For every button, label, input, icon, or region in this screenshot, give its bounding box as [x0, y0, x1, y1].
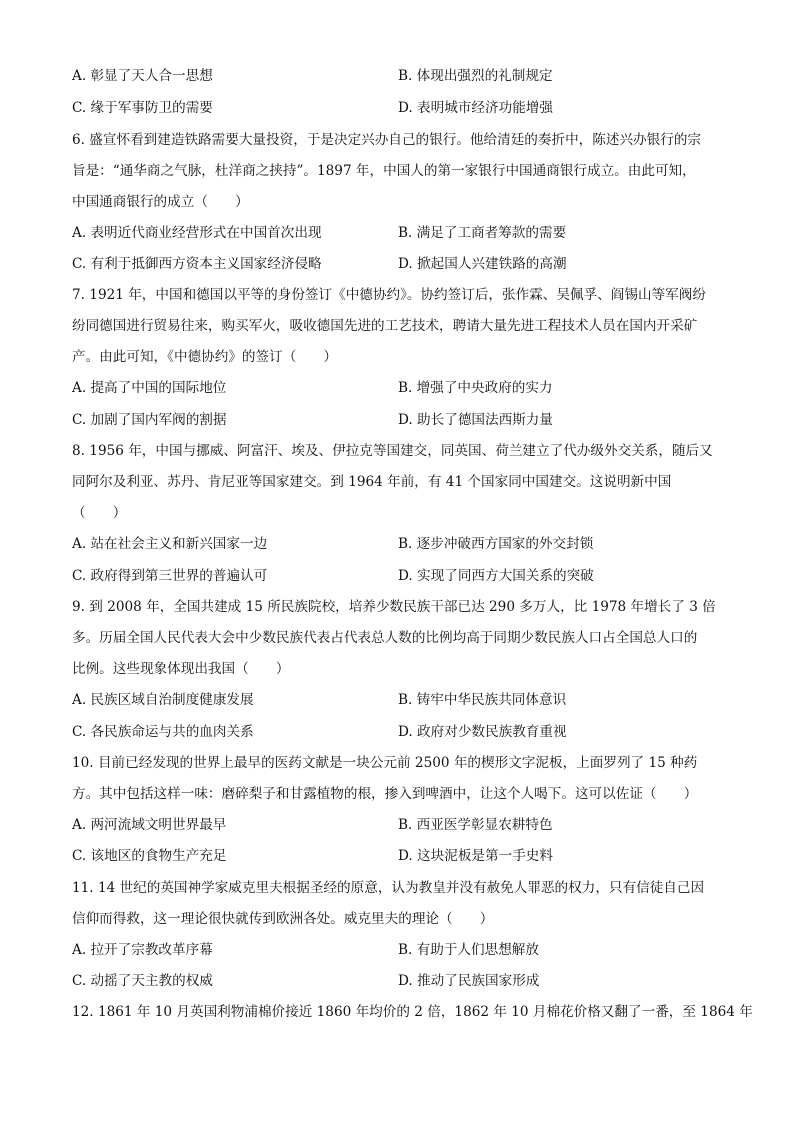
q10-option-c: C. 该地区的食物生产充足 [72, 848, 227, 864]
q6-option-d: D. 掀起国人兴建铁路的高潮 [398, 256, 567, 272]
q7-stem-line-2: 纷同德国进行贸易往来，购买军火，吸收德国先进的工艺技术，聘请大量先进工程技术人员在国内开采矿 [72, 318, 698, 334]
q10-option-d: D. 这块泥板是第一手史料 [398, 848, 553, 864]
q8-stem-line-3: （ ） [72, 505, 127, 521]
q6-stem-line-2: 旨是：“通华商之气脉，杜洋商之挟持”。1897 年，中国人的第一家银行中国通商银行成立。由此可知， [72, 163, 696, 179]
q11-stem-line-2: 信仰而得救，这一理论很快就传到欧洲各处。威克里夫的理论（ ） [72, 911, 494, 927]
q6-option-c: C. 有利于抵御西方资本主义国家经济侵略 [72, 256, 322, 272]
q5-option-a: A. 彰显了天人合一思想 [72, 68, 213, 84]
q9-option-b: B. 铸牢中华民族共同体意识 [398, 692, 567, 708]
q9-option-a: A. 民族区域自治制度健康发展 [72, 692, 254, 708]
q9-option-c: C. 各民族命运与共的血肉关系 [72, 724, 254, 740]
q7-option-c: C. 加剧了国内军阀的割据 [72, 412, 227, 428]
q7-option-a: A. 提高了中国的国际地位 [72, 380, 227, 396]
q9-option-d: D. 政府对少数民族教育重视 [398, 724, 567, 740]
q11-option-c: C. 动摇了天主教的权威 [72, 973, 213, 989]
q11-option-d: D. 推动了民族国家形成 [398, 973, 540, 989]
q5-option-c: C. 缘于军事防卫的需要 [72, 100, 213, 116]
q6-stem-line-3: 中国通商银行的成立（ ） [72, 194, 249, 210]
q8-stem-line-1: 8. 1956 年，中国与挪威、阿富汗、埃及、伊拉克等国建交，同英国、荷兰建立了代办级外交关系，随后又 [72, 443, 713, 459]
q7-stem-line-3: 产。由此可知，《中德协约》的签订（ ） [72, 349, 338, 365]
q11-stem-line-1: 11. 14 世纪的英国神学家威克里夫根据圣经的原意，认为教皇并没有赦免人罪恶的权力，只有信徒自己因 [72, 880, 705, 896]
q8-option-c: C. 政府得到第三世界的普遍认可 [72, 568, 268, 584]
q10-option-a: A. 两河流域文明世界最早 [72, 817, 227, 833]
q8-option-b: B. 逐步冲破西方国家的外交封锁 [398, 536, 594, 552]
q8-stem-line-2: 同阿尔及利亚、苏丹、肯尼亚等国家建交。到 1964 年前，有 41 个国家同中国建交。这说明新中国 [72, 474, 672, 490]
q11-option-b: B. 有助于人们思想解放 [398, 942, 539, 958]
q6-stem-line-1: 6. 盛宣怀看到建造铁路需要大量投资，于是决定兴办自己的银行。他给清廷的奏折中，陈述兴办银行的宗 [72, 132, 702, 148]
q7-option-d: D. 助长了德国法西斯力量 [398, 412, 553, 428]
q9-stem-line-2: 多。历届全国人民代表大会中少数民族代表占代表总人数的比例均高于同期少数民族人口占全国总人口的 [72, 630, 698, 646]
q10-option-b: B. 西亚医学彰显农耕特色 [398, 817, 553, 833]
q9-stem-line-1: 9. 到 2008 年，全国共建成 15 所民族院校，培养少数民族干部已达 290 多万人，比 1978 年增长了 3 倍 [72, 599, 716, 615]
q5-option-b: B. 体现出强烈的礼制规定 [398, 68, 553, 84]
q7-stem-line-1: 7. 1921 年，中国和德国以平等的身份签订《中德协约》。协约签订后，张作霖、吴佩孚、阎锡山等军阀纷 [72, 287, 706, 303]
q12-stem-line-1: 12. 1861 年 10 月英国利物浦棉价接近 1860 年均价的 2 倍，1862 年 10 月棉花价格又翻了一番，至 1864 年 [72, 1004, 753, 1020]
q10-stem-line-1: 10. 目前已经发现的世界上最早的医药文献是一块公元前 2500 年的楔形文字泥板，上面罗列了 15 种药 [72, 755, 698, 771]
q8-option-a: A. 站在社会主义和新兴国家一边 [72, 536, 268, 552]
q6-option-a: A. 表明近代商业经营形式在中国首次出现 [72, 225, 322, 241]
q8-option-d: D. 实现了同西方大国关系的突破 [398, 568, 594, 584]
q5-option-d: D. 表明城市经济功能增强 [398, 100, 553, 116]
q6-option-b: B. 满足了工商者筹款的需要 [398, 225, 567, 241]
q10-stem-line-2: 方。其中包括这样一味：磨碎梨子和甘露植物的根，掺入到啤酒中，让这个人喝下。这可以佐证（ ） [72, 786, 698, 802]
q9-stem-line-3: 比例。这些现象体现出我国（ ） [72, 661, 290, 677]
q7-option-b: B. 增强了中央政府的实力 [398, 380, 553, 396]
q11-option-a: A. 拉开了宗教改革序幕 [72, 942, 213, 958]
